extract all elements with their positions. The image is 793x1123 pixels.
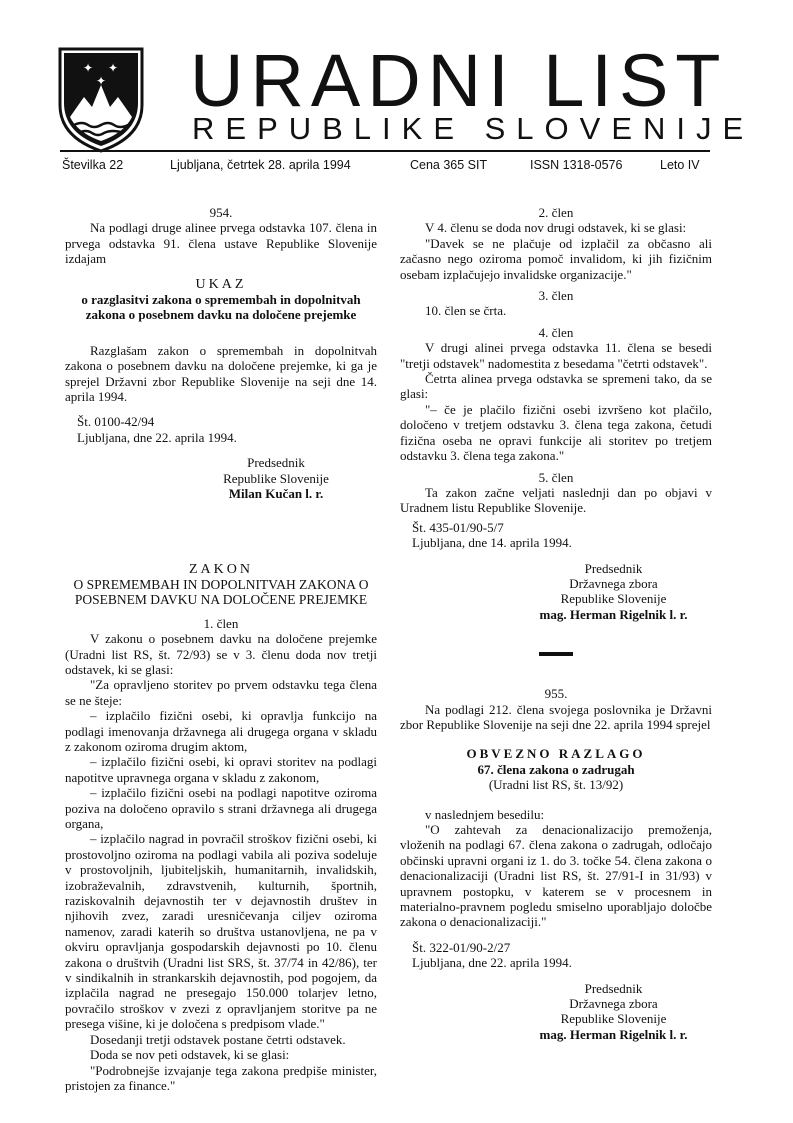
- right-column: [400, 205, 712, 1042]
- paragraph: "Za opravljeno storitev po prvem odstavku tega člena se ne šteje:: [65, 677, 377, 708]
- signature-role: Republike Slovenije: [560, 591, 667, 607]
- left-column: [65, 205, 377, 1093]
- issue-place-date: Ljubljana, četrtek 28. aprila 1994: [170, 158, 351, 172]
- signature-name: mag. Herman Rigelnik l. r.: [539, 606, 688, 622]
- paragraph: 10. člen se črta.: [425, 303, 507, 319]
- coat-of-arms-logo: [56, 45, 146, 153]
- paragraph: Doda se nov peti odstavek, ki se glasi:: [90, 1047, 290, 1063]
- reference-number: Št. 435-01/90-5/7: [412, 519, 504, 535]
- signature-role: Predsednik: [584, 560, 643, 576]
- signature-role: Republike Slovenije: [223, 470, 329, 486]
- paragraph: – izplačilo fizični osebi, ki opravi storitev na podlagi napotitve upravnega organa v skladu z zakonom,: [65, 754, 377, 785]
- signature-name: Milan Kučan l. r.: [228, 486, 324, 502]
- paragraph: Na podlagi druge alinee prvega odstavka 107. člena in prvega odstavka 91. člena ustave Republike Slovenije izdajam: [65, 220, 377, 267]
- paragraph: Ta zakon začne veljati naslednji dan po objavi v Uradnem listu Republike Slovenije.: [400, 484, 712, 516]
- article-heading: 5. člen: [538, 469, 574, 485]
- signature-role: Državnega zbora: [569, 575, 658, 591]
- decree-heading: UKAZ: [195, 276, 247, 292]
- paragraph: "– če je plačilo fizični osebi izvršeno kot plačilo, določeno v tretjem odstavku 3. člena tega zakona, četudi fizična oseba ne opravi funkcije ali storitev po tretjem odstavku 3. člena tega zakona.": [400, 401, 712, 464]
- paragraph: V zakonu o posebnem davku na določene prejemke (Uradni list RS, št. 72/93) se v 3. členu doda nov tretji odstavek, ki se glasi:: [65, 631, 377, 677]
- paragraph: v naslednjem besedilu:: [425, 806, 545, 822]
- issue-volume: Leto IV: [660, 158, 700, 172]
- paragraph: Na podlagi 212. člena svojega poslovnika je Državni zbor Republike Slovenije na seji dne 22. aprila 1994 sprejel: [400, 701, 712, 732]
- article-heading: 1. člen: [203, 615, 239, 631]
- act-number: 954.: [209, 205, 233, 220]
- interpretation-heading: OBVEZNO RAZLAGO: [466, 746, 646, 762]
- interpretation-source: (Uradni list RS, št. 13/92): [488, 777, 624, 793]
- paragraph: Dosedanji tretji odstavek postane četrti odstavek.: [90, 1031, 346, 1047]
- law-heading: ZAKON: [189, 561, 253, 577]
- publication-subtitle: REPUBLIKE SLOVENIJE: [192, 111, 755, 146]
- paragraph: V drugi alinei prvega odstavka 11. člena se besedi "tretji odstavek" nadomestita z besedama "četrti odstavek".: [400, 340, 712, 371]
- signature-role: Republike Slovenije: [560, 1011, 667, 1027]
- svg-text:✦: ✦: [83, 61, 94, 75]
- svg-text:✦: ✦: [96, 74, 107, 88]
- law-title: O SPREMEMBAH IN DOPOLNITVAH ZAKONA O POSEBNEM DAVKU NA DOLOČENE PREJEMKE: [73, 576, 369, 608]
- paragraph: V 4. členu se doda nov drugi odstavek, ki se glasi:: [425, 220, 687, 236]
- paragraph: – izplačilo nagrad in povračil stroškov fizični osebi, ki prostovoljno oziroma na podlagi vabila ali poziva sodeluje v prostovoljnih, ljubiteljskih, humanitarnih, invalidskih, izobraževalnih, zdravstvenih, kulturnih, športnih, raziskovalnih dejavnostih ter v dejavnostih društev in njihovih zvez, zaradi uresničevanja ciljev oziroma namenov, zaradi katerih so društva ustanovljena, ne pa v okviru opravljanja gospodarskih dejavnosti po 10. členu zakona o društvih (Uradni list SRS, št. 37/74 in 42/86), ter v sindikalnih in strankarskih dejavnostih, pod pogojem, da izplačila nagrad ne presegajo 150.000 tolarjev letno, povračilo stroškov v zvezi z opravljanjem storitve pa ne presega višine, ki je določena s predpisom vlade.": [65, 831, 377, 1032]
- paragraph: "O zahtevah za denacionalizacijo premoženja, vloženih na podlagi 67. člena zakona o zadrugah, odločajo občinski upravni organi iz 1. do 3. točke 54. člena zakona o denacionalizaciji (Uradni list RS, št. 27/91-I in 31/93) v upravnem postopku, v katerem se v procesnem in materialno-pravnem pogledu smiselno uporabljajo določbe zakona o denacionalizaciji.": [400, 822, 712, 930]
- date-line: Ljubljana, dne 14. aprila 1994.: [412, 535, 572, 551]
- issue-issn: ISSN 1318-0576: [530, 158, 623, 172]
- date-line: Ljubljana, dne 22. aprila 1994.: [412, 955, 572, 971]
- masthead-rule: [60, 150, 710, 152]
- reference-number: Št. 322-01/90-2/27: [412, 939, 511, 955]
- paragraph: "Podrobnejše izvajanje tega zakona predpiše minister, pristojen za finance.": [65, 1062, 377, 1093]
- signature-role: Državnega zbora: [569, 996, 658, 1012]
- reference-number: Št. 0100-42/94: [77, 414, 155, 430]
- svg-text:✦: ✦: [108, 61, 119, 75]
- paragraph: – izplačilo fizični osebi, ki opravlja funkcijo na podlagi imenovanja državnega ali drugega organa v skladu z zakonom oziroma drugim aktom,: [65, 708, 377, 754]
- interpretation-subject: 67. člena zakona o zadrugah: [477, 761, 635, 777]
- article-heading: 4. člen: [538, 324, 574, 340]
- signature-role: Predsednik: [247, 455, 305, 471]
- issue-price: Cena 365 SIT: [410, 158, 488, 172]
- paragraph: "Davek se ne plačuje od izplačil za občasno ali začasno nego oziroma pomoč invalidom, ki jih fizičnim osebam izplačujejo invalidske organizacije.": [400, 235, 712, 282]
- paragraph: Razglašam zakon o spremembah in dopolnitvah zakona o posebnem davku na določene prejemke, ki ga je sprejel Državni zbor Republike Slovenije na seji dne 14. aprila 1994.: [65, 342, 377, 405]
- paragraph: – izplačilo fizični osebi na podlagi napotitve oziroma poziva na določeno opravilo s strani državnega ali drugega organa,: [65, 785, 377, 831]
- decree-title: o razglasitvi zakona o spremembah in dopolnitvah zakona o posebnem davku na določene prejemke: [81, 292, 361, 323]
- date-line: Ljubljana, dne 22. aprila 1994.: [77, 429, 237, 445]
- publication-title: URADNI LIST: [190, 39, 728, 122]
- signature-role: Predsednik: [584, 980, 643, 996]
- paragraph: Četrta alinea prvega odstavka se spremeni tako, da se glasi:: [400, 371, 712, 402]
- signature-name: mag. Herman Rigelnik l. r.: [539, 1026, 688, 1042]
- article-heading: 2. člen: [538, 205, 574, 220]
- issue-number: Številka 22: [62, 158, 124, 172]
- act-number: 955.: [544, 686, 568, 702]
- article-heading: 3. člen: [538, 288, 574, 304]
